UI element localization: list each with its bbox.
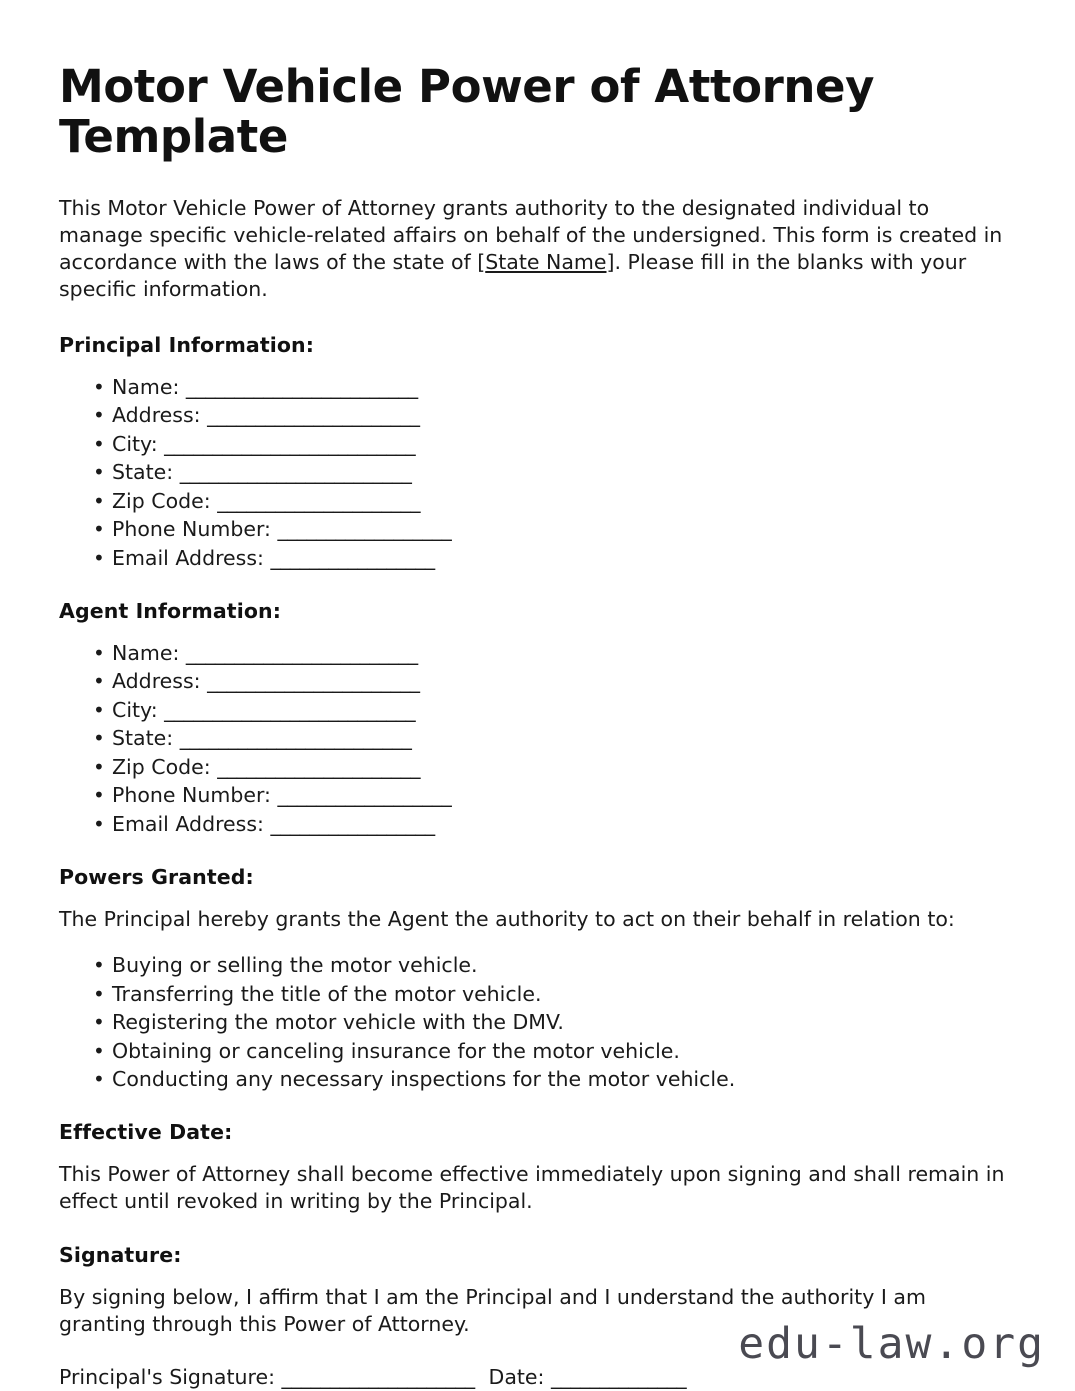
field-blank[interactable]: ________________________ bbox=[185, 640, 418, 665]
field-blank[interactable]: ________________________ bbox=[179, 726, 412, 751]
page-title: Motor Vehicle Power of Attorney Template bbox=[59, 60, 875, 164]
intro-paragraph bbox=[59, 195, 1019, 303]
list-item bbox=[59, 641, 1017, 666]
field-label: Name: bbox=[112, 640, 180, 665]
list-item bbox=[59, 375, 1017, 400]
date-label: Date: bbox=[488, 1365, 545, 1390]
list-item bbox=[59, 726, 1017, 751]
list-item bbox=[59, 698, 1017, 723]
field-blank[interactable]: ______________________ bbox=[207, 403, 420, 428]
date-blank[interactable]: ______________ bbox=[550, 1365, 687, 1390]
field-label: State: bbox=[112, 460, 174, 485]
field-blank[interactable]: ________________________ bbox=[185, 374, 418, 399]
list-item bbox=[59, 755, 1017, 780]
list-item: • Conducting any necessary inspections for the motor vehicle. bbox=[59, 1067, 1017, 1092]
signature-body: By signing below, I affirm that I am the Principal and I understand the authority I am granting through this Power of Attorney. bbox=[59, 1285, 926, 1337]
field-label: Email Address: bbox=[112, 811, 264, 836]
field-blank[interactable]: __________________________ bbox=[164, 697, 416, 722]
list-item: • Transferring the title of the motor vehicle. bbox=[59, 982, 1017, 1007]
field-label: City: bbox=[112, 431, 158, 456]
list-item bbox=[59, 546, 1017, 571]
powers-granted-heading: Powers Granted: bbox=[59, 864, 254, 889]
agent-information-fields bbox=[59, 641, 1017, 837]
field-blank[interactable]: _________________ bbox=[270, 811, 435, 836]
site-watermark: edu-law.org bbox=[738, 1319, 1045, 1369]
field-blank[interactable]: _____________________ bbox=[217, 488, 420, 513]
state-name-placeholder: State Name bbox=[485, 249, 607, 274]
intro-text-part-1: This Motor Vehicle Power of Attorney grants authority to the designated individual to manage specific vehicle-related affairs on behalf of the undersigned. This form is created in accordance with the laws of the state of [ bbox=[59, 195, 1003, 274]
list-item bbox=[59, 517, 1017, 542]
field-blank[interactable]: ______________________ bbox=[207, 669, 420, 694]
document-content bbox=[59, 0, 1017, 1391]
signature-heading: Signature: bbox=[59, 1243, 182, 1268]
list-item bbox=[59, 669, 1017, 694]
principal-signature-blank[interactable]: ____________________ bbox=[281, 1365, 475, 1390]
effective-date-heading: Effective Date: bbox=[59, 1120, 233, 1145]
powers-granted-list bbox=[59, 953, 1017, 1092]
signature-line-row bbox=[59, 1365, 1017, 1391]
field-label: Phone Number: bbox=[112, 517, 271, 542]
powers-granted-intro: The Principal hereby grants the Agent the authority to act on their behalf in relation to: bbox=[59, 906, 955, 931]
field-blank[interactable]: __________________ bbox=[277, 783, 452, 808]
list-item: • Obtaining or canceling insurance for the motor vehicle. bbox=[59, 1039, 1017, 1064]
field-label: State: bbox=[112, 726, 174, 751]
field-label: Name: bbox=[112, 374, 180, 399]
agent-information-heading: Agent Information: bbox=[59, 598, 282, 623]
list-item: • Buying or selling the motor vehicle. bbox=[59, 953, 1017, 978]
field-label: Address: bbox=[112, 669, 201, 694]
field-label: Address: bbox=[112, 403, 201, 428]
field-label: Phone Number: bbox=[112, 783, 271, 808]
field-blank[interactable]: _____________________ bbox=[217, 754, 420, 779]
list-item bbox=[59, 432, 1017, 457]
principal-information-fields bbox=[59, 375, 1017, 571]
list-item bbox=[59, 460, 1017, 485]
principal-signature-label: Principal's Signature: bbox=[59, 1365, 275, 1390]
field-label: Zip Code: bbox=[112, 754, 211, 779]
list-item bbox=[59, 812, 1017, 837]
field-blank[interactable]: ________________________ bbox=[179, 460, 412, 485]
field-blank[interactable]: __________________ bbox=[277, 517, 452, 542]
field-blank[interactable]: __________________________ bbox=[164, 431, 416, 456]
list-item bbox=[59, 783, 1017, 808]
list-item bbox=[59, 489, 1017, 514]
list-item bbox=[59, 403, 1017, 428]
list-item: • Registering the motor vehicle with the DMV. bbox=[59, 1010, 1017, 1035]
effective-date-body: This Power of Attorney shall become effective immediately upon signing and shall remain in effect until revoked in writing by the Principal. bbox=[59, 1162, 1005, 1214]
field-blank[interactable]: _________________ bbox=[270, 545, 435, 570]
intro-text-part-2: ]. Please fill in the blanks with your specific information. bbox=[59, 249, 967, 301]
field-label: Zip Code: bbox=[112, 488, 211, 513]
field-label: Email Address: bbox=[112, 545, 264, 570]
field-label: City: bbox=[112, 697, 158, 722]
principal-information-heading: Principal Information: bbox=[59, 332, 315, 357]
